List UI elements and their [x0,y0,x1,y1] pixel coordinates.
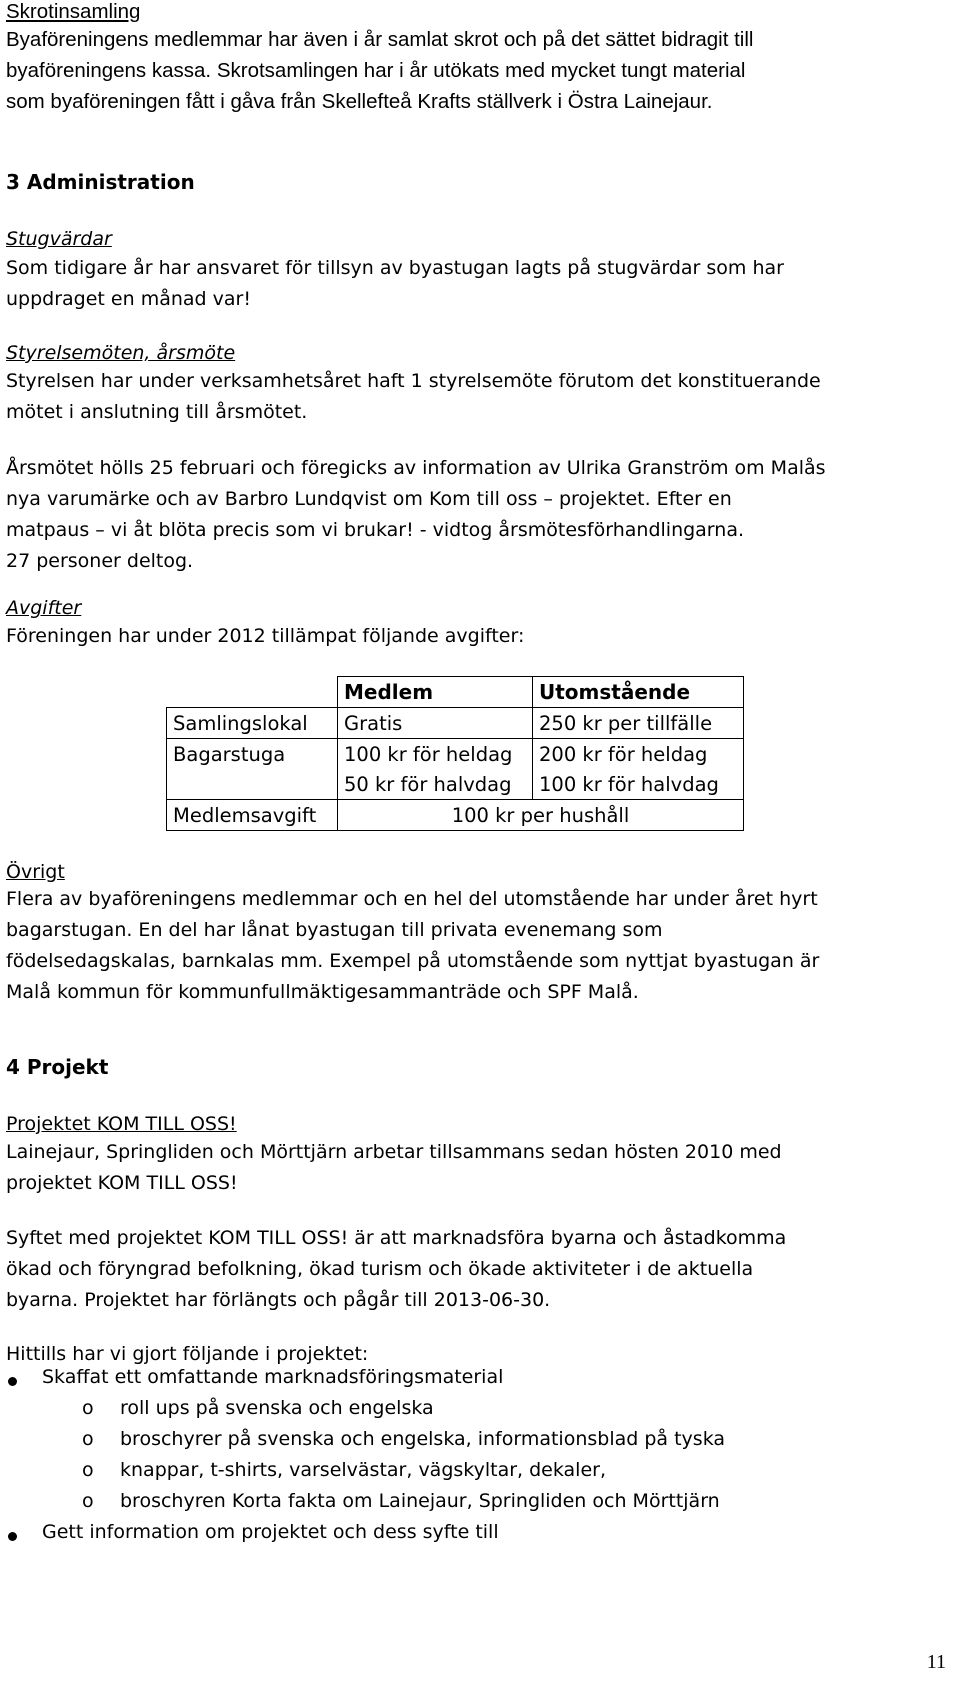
table-cell-empty [167,769,338,800]
paragraph-arsmote [6,453,941,577]
text-line: Styrelsen har under verksamhetsåret haft 1 styrelsemöte förutom det konstituerande [6,370,821,392]
page-number: 11 [926,1651,946,1673]
table-cell-empty [167,677,338,708]
text-line: Årsmötet hölls 25 februari och föregicks av information av Ulrika Granström om Malås [6,457,826,479]
list-subitem: broschyrer på svenska och engelska, informationsblad på tyska [120,1428,726,1450]
column-header-medlem: Medlem [338,677,533,708]
paragraph-stugvardar [6,253,941,315]
list-subitem: knappar, t-shirts, varselvästar, vägskyltar, dekaler, [120,1459,607,1481]
text-line: byarna. Projektet har förlängts och pågår till 2013-06-30. [6,1289,551,1311]
heading-stugvardar: Stugvärdar [6,228,112,250]
text-line: Lainejaur, Springliden och Mörttjärn arbetar tillsammans sedan hösten 2010 med [6,1141,782,1163]
table-cell: 200 kr för heldag [533,739,744,770]
list-subitem: roll ups på svenska och engelska [120,1397,434,1419]
heading-avgifter: Avgifter [6,597,82,619]
sub-bullet-marker: o [82,1459,94,1481]
heading-ovrigt: Övrigt [6,861,65,883]
table-row [167,769,744,800]
text-line: uppdraget en månad var! [6,288,251,310]
bullet-dot-icon [8,1377,17,1386]
table-header-row [167,677,744,708]
fee-table [166,676,744,831]
row-label-bagarstuga: Bagarstuga [167,739,338,770]
paragraph-syfte [6,1223,941,1316]
table-cell: 250 kr per tillfälle [533,708,744,739]
table-cell: 50 kr för halvdag [338,769,533,800]
sub-bullet-marker: o [82,1397,94,1419]
list-item: Gett information om projektet och dess syfte till [42,1521,499,1543]
heading-projekt: 4 Projekt [6,1055,109,1079]
paragraph-skrot [6,24,941,117]
table-cell: 100 kr för halvdag [533,769,744,800]
text-line: ökad och föryngrad befolkning, ökad turism och ökade aktiviteter i de aktuella [6,1258,754,1280]
text-line: Hittills har vi gjort följande i projektet: [6,1343,369,1365]
paragraph-avgifter-intro [6,621,941,652]
text-line: mötet i anslutning till årsmötet. [6,401,308,423]
heading-projektet-kom-till-oss: Projektet KOM TILL OSS! [6,1113,237,1135]
sub-bullet-marker: o [82,1428,94,1450]
text-line: Byaföreningens medlemmar har även i år samlat skrot och på det sättet bidragit till [6,28,754,51]
table-row [167,800,744,831]
list-item: Skaffat ett omfattande marknadsföringsmaterial [42,1366,504,1388]
table-cell: Gratis [338,708,533,739]
text-line: 27 personer deltog. [6,550,194,572]
column-header-utomstaende: Utomstående [533,677,744,708]
heading-styrelsemoten: Styrelsemöten, årsmöte [6,342,236,364]
table-row [167,739,744,770]
text-line: födelsedagskalas, barnkalas mm. Exempel på utomstående som nyttjat byastugan är [6,950,820,972]
bullet-dot-icon [8,1532,17,1541]
text-line: Som tidigare år har ansvaret för tillsyn av byastugan lagts på stugvärdar som har [6,257,784,279]
text-line: nya varumärke och av Barbro Lundqvist om Kom till oss – projektet. Efter en [6,488,732,510]
text-line: byaföreningens kassa. Skrotsamlingen har i år utökats med mycket tungt material [6,59,746,82]
row-label-medlemsavgift: Medlemsavgift [167,800,338,831]
paragraph-kom-till-oss [6,1137,941,1199]
text-line: Föreningen har under 2012 tillämpat följande avgifter: [6,625,525,647]
table-cell: 100 kr för heldag [338,739,533,770]
heading-administration: 3 Administration [6,170,195,194]
text-line: matpaus – vi åt blöta precis som vi brukar! - vidtog årsmötesförhandlingarna. [6,519,745,541]
table-cell-medlemsavgift: 100 kr per hushåll [338,800,744,831]
paragraph-styrelse [6,366,941,428]
row-label-samlingslokal: Samlingslokal [167,708,338,739]
paragraph-ovrigt [6,884,941,1008]
text-line: bagarstugan. En del har lånat byastugan till privata evenemang som [6,919,663,941]
text-line: Syftet med projektet KOM TILL OSS! är att marknadsföra byarna och åstadkomma [6,1227,787,1249]
sub-bullet-marker: o [82,1490,94,1512]
text-line: Malå kommun för kommunfullmäktigesammanträde och SPF Malå. [6,981,639,1003]
table-row [167,708,744,739]
text-line: Flera av byaföreningens medlemmar och en hel del utomstående har under året hyrt [6,888,818,910]
list-subitem: broschyren Korta fakta om Lainejaur, Springliden och Mörttjärn [120,1490,720,1512]
text-line: som byaföreningen fått i gåva från Skellefteå Krafts ställverk i Östra Lainejaur. [6,90,713,113]
heading-skrotinsamling: Skrotinsamling [6,0,141,23]
text-line: projektet KOM TILL OSS! [6,1172,238,1194]
